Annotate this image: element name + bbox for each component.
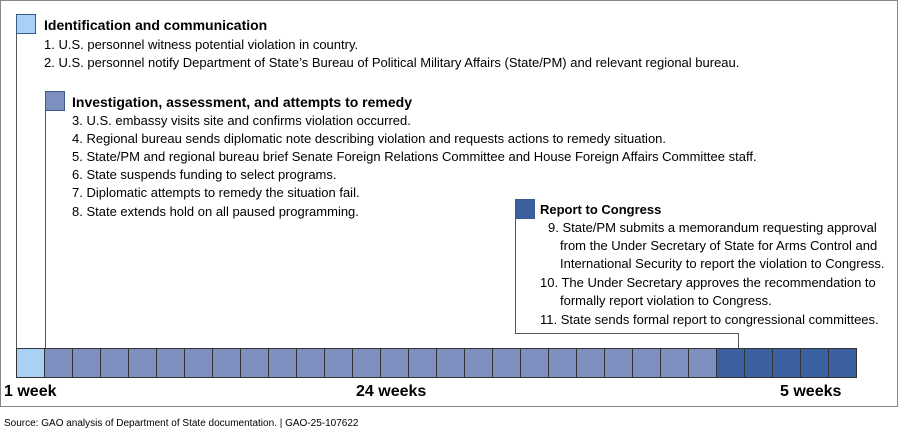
phase3-week-segment <box>800 348 829 378</box>
phase3-item-9-line2: from the Under Secretary of State for Arms Control and <box>560 238 878 253</box>
phase3-connector-drop <box>738 333 739 348</box>
phase2-week-segment <box>632 348 661 378</box>
source-note: Source: GAO analysis of Department of State documentation. | GAO-25-107622 <box>4 418 359 429</box>
phase3-connector-horizontal <box>515 333 739 334</box>
phase2-week-segment <box>156 348 185 378</box>
phase2-item-8: 8. State extends hold on all paused programming. <box>72 204 359 219</box>
phase2-item-6: 6. State suspends funding to select programs. <box>72 167 337 182</box>
phase2-week-segment <box>492 348 521 378</box>
phase3-item-10-line1: 10. The Under Secretary approves the recommendation to <box>540 275 876 290</box>
phase2-week-segment <box>464 348 493 378</box>
phase2-week-segment <box>380 348 409 378</box>
timeline-bar <box>16 348 856 378</box>
phase2-connector <box>45 111 46 348</box>
phase1-title: Identification and communication <box>44 17 268 33</box>
phase2-week-segment <box>184 348 213 378</box>
phase2-week-segment <box>268 348 297 378</box>
phase3-item-9-line3: International Security to report the violation to Congress. <box>560 256 885 271</box>
phase2-week-segment <box>324 348 353 378</box>
phase3-week-segment <box>744 348 773 378</box>
phase2-week-segment <box>688 348 717 378</box>
phase3-marker <box>515 199 535 219</box>
phase1-marker <box>16 14 36 34</box>
phase2-week-segment <box>352 348 381 378</box>
phase3-week-segment <box>716 348 745 378</box>
phase3-connector-vertical <box>515 219 516 333</box>
phase2-week-segment <box>576 348 605 378</box>
phase1-week-segment <box>16 348 45 378</box>
phase1-item-2: 2. U.S. personnel notify Department of State’s Bureau of Political Military Affairs (State/PM) and relevant regional bureau. <box>44 55 740 70</box>
phase2-week-segment <box>44 348 73 378</box>
phase2-item-5: 5. State/PM and regional bureau brief Senate Foreign Relations Committee and House Foreign Affairs Committee staff. <box>72 149 757 164</box>
phase3-item-10-line2: formally report violation to Congress. <box>560 293 772 308</box>
phase2-week-segment <box>296 348 325 378</box>
phase3-week-segment <box>828 348 857 378</box>
phase2-item-7: 7. Diplomatic attempts to remedy the situation fail. <box>72 185 360 200</box>
phase2-marker <box>45 91 65 111</box>
phase3-item-11: 11. State sends formal report to congressional committees. <box>540 312 879 327</box>
phase2-week-segment <box>100 348 129 378</box>
phase2-week-segment <box>436 348 465 378</box>
phase3-item-9-line1: 9. State/PM submits a memorandum requesting approval <box>548 220 877 235</box>
duration-phase3: 5 weeks <box>780 383 842 400</box>
phase2-week-segment <box>212 348 241 378</box>
phase2-title: Investigation, assessment, and attempts to remedy <box>72 94 412 110</box>
phase2-week-segment <box>604 348 633 378</box>
phase1-connector <box>16 34 17 348</box>
duration-phase1: 1 week <box>4 383 57 400</box>
phase2-week-segment <box>128 348 157 378</box>
phase3-week-segment <box>772 348 801 378</box>
phase2-week-segment <box>240 348 269 378</box>
phase1-item-1: 1. U.S. personnel witness potential violation in country. <box>44 37 359 52</box>
phase2-week-segment <box>520 348 549 378</box>
phase3-title: Report to Congress <box>540 202 662 217</box>
phase2-week-segment <box>548 348 577 378</box>
phase2-item-4: 4. Regional bureau sends diplomatic note describing violation and requests actions to remedy situation. <box>72 131 667 146</box>
phase2-week-segment <box>72 348 101 378</box>
phase2-week-segment <box>408 348 437 378</box>
phase2-week-segment <box>660 348 689 378</box>
phase2-item-3: 3. U.S. embassy visits site and confirms violation occurred. <box>72 113 411 128</box>
duration-phase2: 24 weeks <box>356 383 427 400</box>
